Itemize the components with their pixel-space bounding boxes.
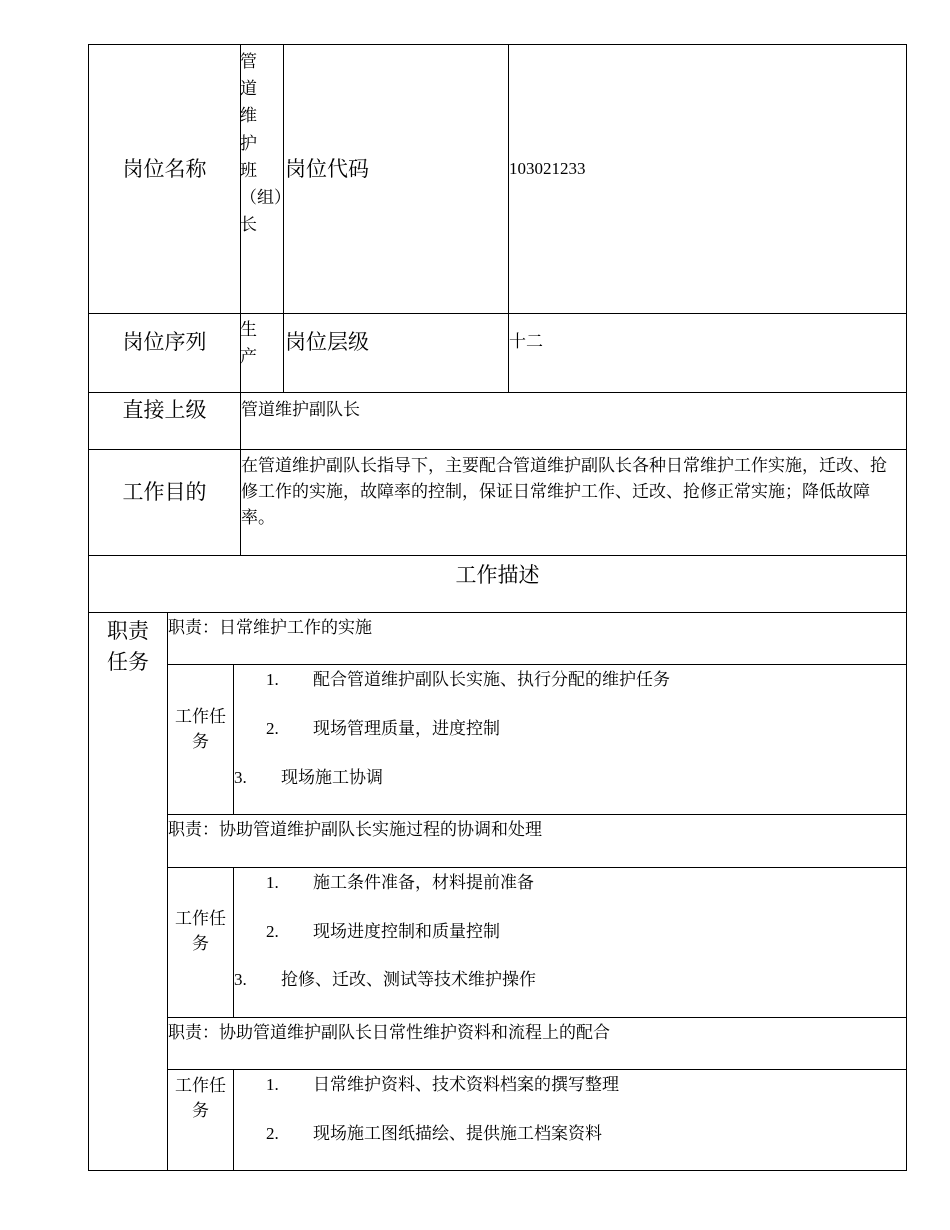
position-name-value: 管道维护班（组）长 (240, 52, 291, 235)
task-text: 现场施工图纸描绘、提供施工档案资料 (313, 1124, 602, 1143)
duty-title: 职责：协助管道维护副队长实施过程的协调和处理 (168, 820, 542, 839)
task-label: 工作任务 (175, 707, 226, 751)
duty-title: 职责：协助管道维护副队长日常性维护资料和流程上的配合 (168, 1023, 610, 1042)
position-name-label: 岗位名称 (122, 157, 207, 181)
duties-label: 职责任务 (107, 619, 149, 674)
work-purpose-value: 在管道维护副队长指导下，主要配合管道维护副队长各种日常维护工作实施，迁改、抢修工作的实施，故障率的控制，保证日常维护工作、迁改、抢修正常实施；降低故障率。 (241, 456, 887, 527)
task-text: 日常维护资料、技术资料档案的撰写整理 (313, 1075, 619, 1094)
task-text: 现场进度控制和质量控制 (313, 922, 500, 941)
position-series-label: 岗位序列 (122, 330, 207, 354)
position-series-value: 生产 (240, 320, 257, 367)
task-number: 1. (266, 1075, 279, 1094)
task-number: 3. (234, 970, 247, 989)
duty-title: 职责：日常维护工作的实施 (168, 618, 372, 637)
task-text: 抢修、迁改、测试等技术维护操作 (281, 970, 536, 989)
work-description-title: 工作描述 (455, 563, 540, 587)
position-level-value: 十二 (509, 332, 543, 351)
position-code-label: 岗位代码 (285, 157, 369, 181)
task-number: 2. (266, 922, 279, 941)
work-purpose-label: 工作目的 (122, 480, 207, 504)
task-text: 配合管道维护副队长实施、执行分配的维护任务 (313, 670, 670, 689)
task-label: 工作任务 (175, 909, 226, 953)
task-text: 现场施工协调 (281, 768, 383, 787)
task-number: 2. (266, 1124, 279, 1143)
task-text: 施工条件准备，材料提前准备 (313, 873, 534, 892)
position-level-label: 岗位层级 (285, 330, 369, 354)
direct-superior-value: 管道维护副队长 (241, 400, 360, 419)
task-number: 1. (266, 670, 279, 689)
task-number: 2. (266, 719, 279, 738)
task-number: 1. (266, 873, 279, 892)
direct-superior-label: 直接上级 (122, 398, 207, 422)
task-text: 现场管理质量，进度控制 (313, 719, 500, 738)
task-label: 工作任务 (175, 1076, 226, 1120)
task-number: 3. (234, 768, 247, 787)
position-code-value: 103021233 (509, 159, 586, 178)
